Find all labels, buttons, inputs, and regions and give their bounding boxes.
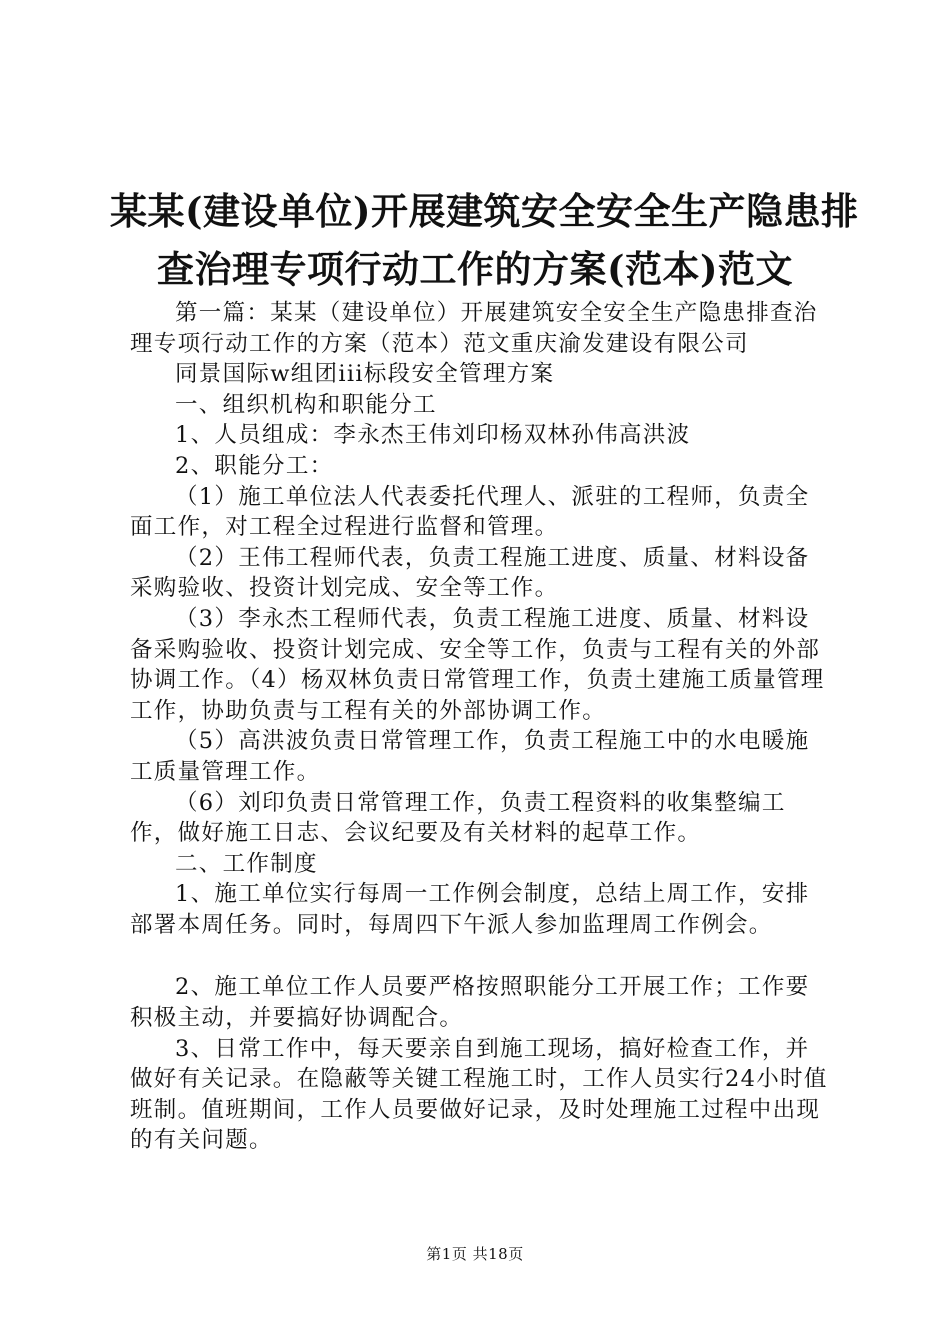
paragraph-duty-3-4: （3）李永杰工程师代表，负责工程施工进度、质量、材料设备采购验收、投资计划完成、安全等工作，负责与工程有关的外部协调工作。（4）杨双林负责日常管理工作，负责土建施工质量管理工作，协助负责与工程有关的外部协调工作。 bbox=[130, 605, 825, 724]
paragraph-rule-1: 1、施工单位实行每周一工作例会制度，总结上周工作，安排部署本周任务。同时，每周四下午派人参加监理周工作例会。 bbox=[130, 881, 810, 938]
document-title-line-1: 某某(建设单位)开展建筑安全安全生产隐患排 bbox=[110, 189, 859, 233]
paragraph-duty-5: （5）高洪波负责日常管理工作，负责工程施工中的水电暖施工质量管理工作。 bbox=[130, 728, 810, 785]
section-heading-organization: 一、组织机构和职能分工 bbox=[175, 391, 437, 418]
paragraph-personnel: 1、人员组成：李永杰王伟刘印杨双林孙伟高洪波 bbox=[175, 422, 691, 449]
paragraph-duties-heading: 2、职能分工： bbox=[175, 452, 334, 479]
document-title-line-2: 查治理专项行动工作的方案(范本)范文 bbox=[156, 247, 793, 291]
paragraph-rule-2: 2、施工单位工作人员要严格按照职能分工开展工作；工作要积极主动，并要搞好协调配合。 bbox=[130, 974, 810, 1032]
section-heading-work-system: 二、工作制度 bbox=[175, 850, 318, 877]
paragraph-intro: 第一篇：某某（建设单位）开展建筑安全安全生产隐患排查治理专项行动工作的方案（范本）范文重庆渝发建设有限公司 bbox=[130, 300, 818, 357]
paragraph-duty-1: （1）施工单位法人代表委托代理人、派驻的工程师，负责全面工作，对工程全过程进行监督和管理。 bbox=[130, 483, 810, 541]
paragraph-duty-6: （6）刘印负责日常管理工作，负责工程资料的收集整编工作，做好施工日志、会议纪要及有关材料的起草工作。 bbox=[130, 789, 786, 847]
paragraph-project-name: 同景国际w组团iii标段安全管理方案 bbox=[175, 361, 555, 388]
document-body bbox=[130, 298, 830, 1156]
paragraph-duty-2: （2）王伟工程师代表，负责工程施工进度、质量、材料设备采购验收、投资计划完成、安全等工作。 bbox=[130, 544, 810, 602]
paragraph-rule-3: 3、日常工作中，每天要亲自到施工现场，搞好检查工作，并做好有关记录。在隐蔽等关键工程施工时，工作人员实行24小时值班制。值班期间，工作人员要做好记录，及时处理施工过程中出现的有关问题。 bbox=[130, 1035, 828, 1154]
page-footer: 第1页 共18页 bbox=[426, 1245, 524, 1263]
